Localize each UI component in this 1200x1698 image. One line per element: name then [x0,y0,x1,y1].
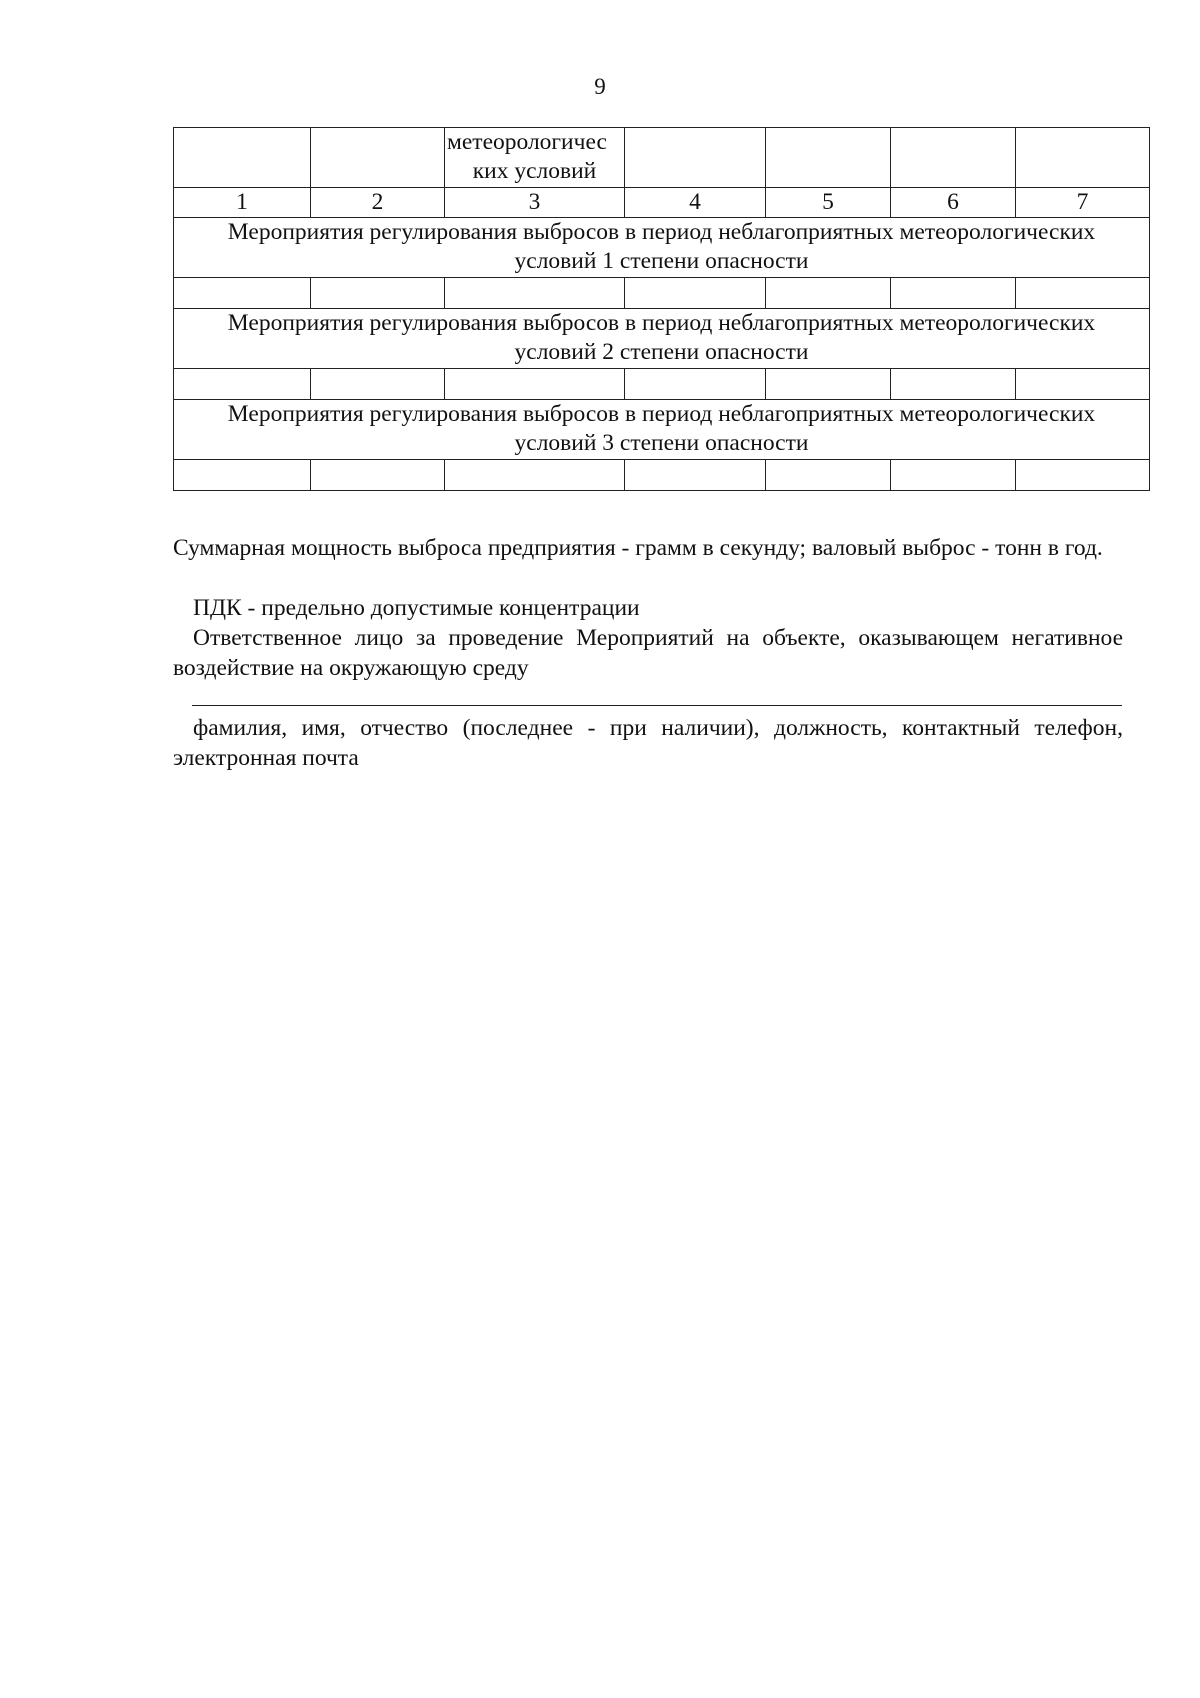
table-cell [766,369,891,400]
section-heading-line: условий 1 степени опасности [514,248,809,274]
header-continuation-row [174,128,1150,188]
section-row-level-1 [174,218,1150,278]
table-cell [625,278,766,309]
column-number: 2 [311,188,445,218]
table-cell [891,278,1016,309]
header-cell-weather [445,128,625,188]
table-cell [445,278,625,309]
table-cell [174,369,311,400]
table-cell [625,369,766,400]
table-cell [311,460,445,491]
section-row-level-2 [174,309,1150,369]
pdk-note: ПДК - предельно допустимые концентрации [193,595,640,621]
section-heading-line: условий 3 степени опасности [514,430,809,456]
header-cell [766,128,891,188]
table-row [174,369,1150,400]
section-heading-line: Мероприятия регулирования выбросов в период неблагоприятных метеорологических [227,219,1096,245]
table-cell [311,369,445,400]
header-cell [891,128,1016,188]
column-number: 7 [1016,188,1150,218]
section-heading-line: Мероприятия регулирования выбросов в период неблагоприятных метеорологических [227,401,1096,427]
table-cell [174,278,311,309]
section-heading-line: Мероприятия регулирования выбросов в период неблагоприятных метеорологических [227,310,1096,336]
header-cell [1016,128,1150,188]
header-cell [311,128,445,188]
section-heading-line: условий 2 степени опасности [514,339,809,365]
header-cell [625,128,766,188]
table-cell [445,460,625,491]
signature-caption: фамилия, имя, отчество (последнее - при наличии), должность, контактный телефон, электронная почта [173,715,1123,771]
table-cell [766,278,891,309]
header-cell-line: ких условий [472,158,597,184]
table-cell [891,369,1016,400]
column-number: 6 [891,188,1016,218]
header-cell [174,128,311,188]
column-numbers-row [174,188,1150,218]
table-cell [625,460,766,491]
table-cell [174,460,311,491]
section-heading [174,400,1150,460]
header-cell-line: метеорологичес [447,129,607,155]
column-number: 5 [766,188,891,218]
column-number: 1 [174,188,311,218]
responsible-person-note: Ответственное лицо за проведение Мероприятий на объекте, оказывающем негативное воздействие на окружающую среду [173,625,1123,681]
table-cell [1016,278,1150,309]
page-number: 9 [594,74,606,99]
table-cell [1016,460,1150,491]
section-row-level-3 [174,400,1150,460]
total-emission-note: Суммарная мощность выброса предприятия - грамм в секунду; валовый выброс - тонн в год. [173,535,1103,561]
table-cell [891,460,1016,491]
table-cell [445,369,625,400]
table-cell [311,278,445,309]
column-number: 4 [625,188,766,218]
section-heading [174,218,1150,278]
emission-measures-table [173,127,1150,491]
table-row [174,278,1150,309]
table-row [174,460,1150,491]
signature-line [192,705,1122,706]
section-heading [174,309,1150,369]
table-cell [766,460,891,491]
column-number: 3 [445,188,625,218]
table-cell [1016,369,1150,400]
